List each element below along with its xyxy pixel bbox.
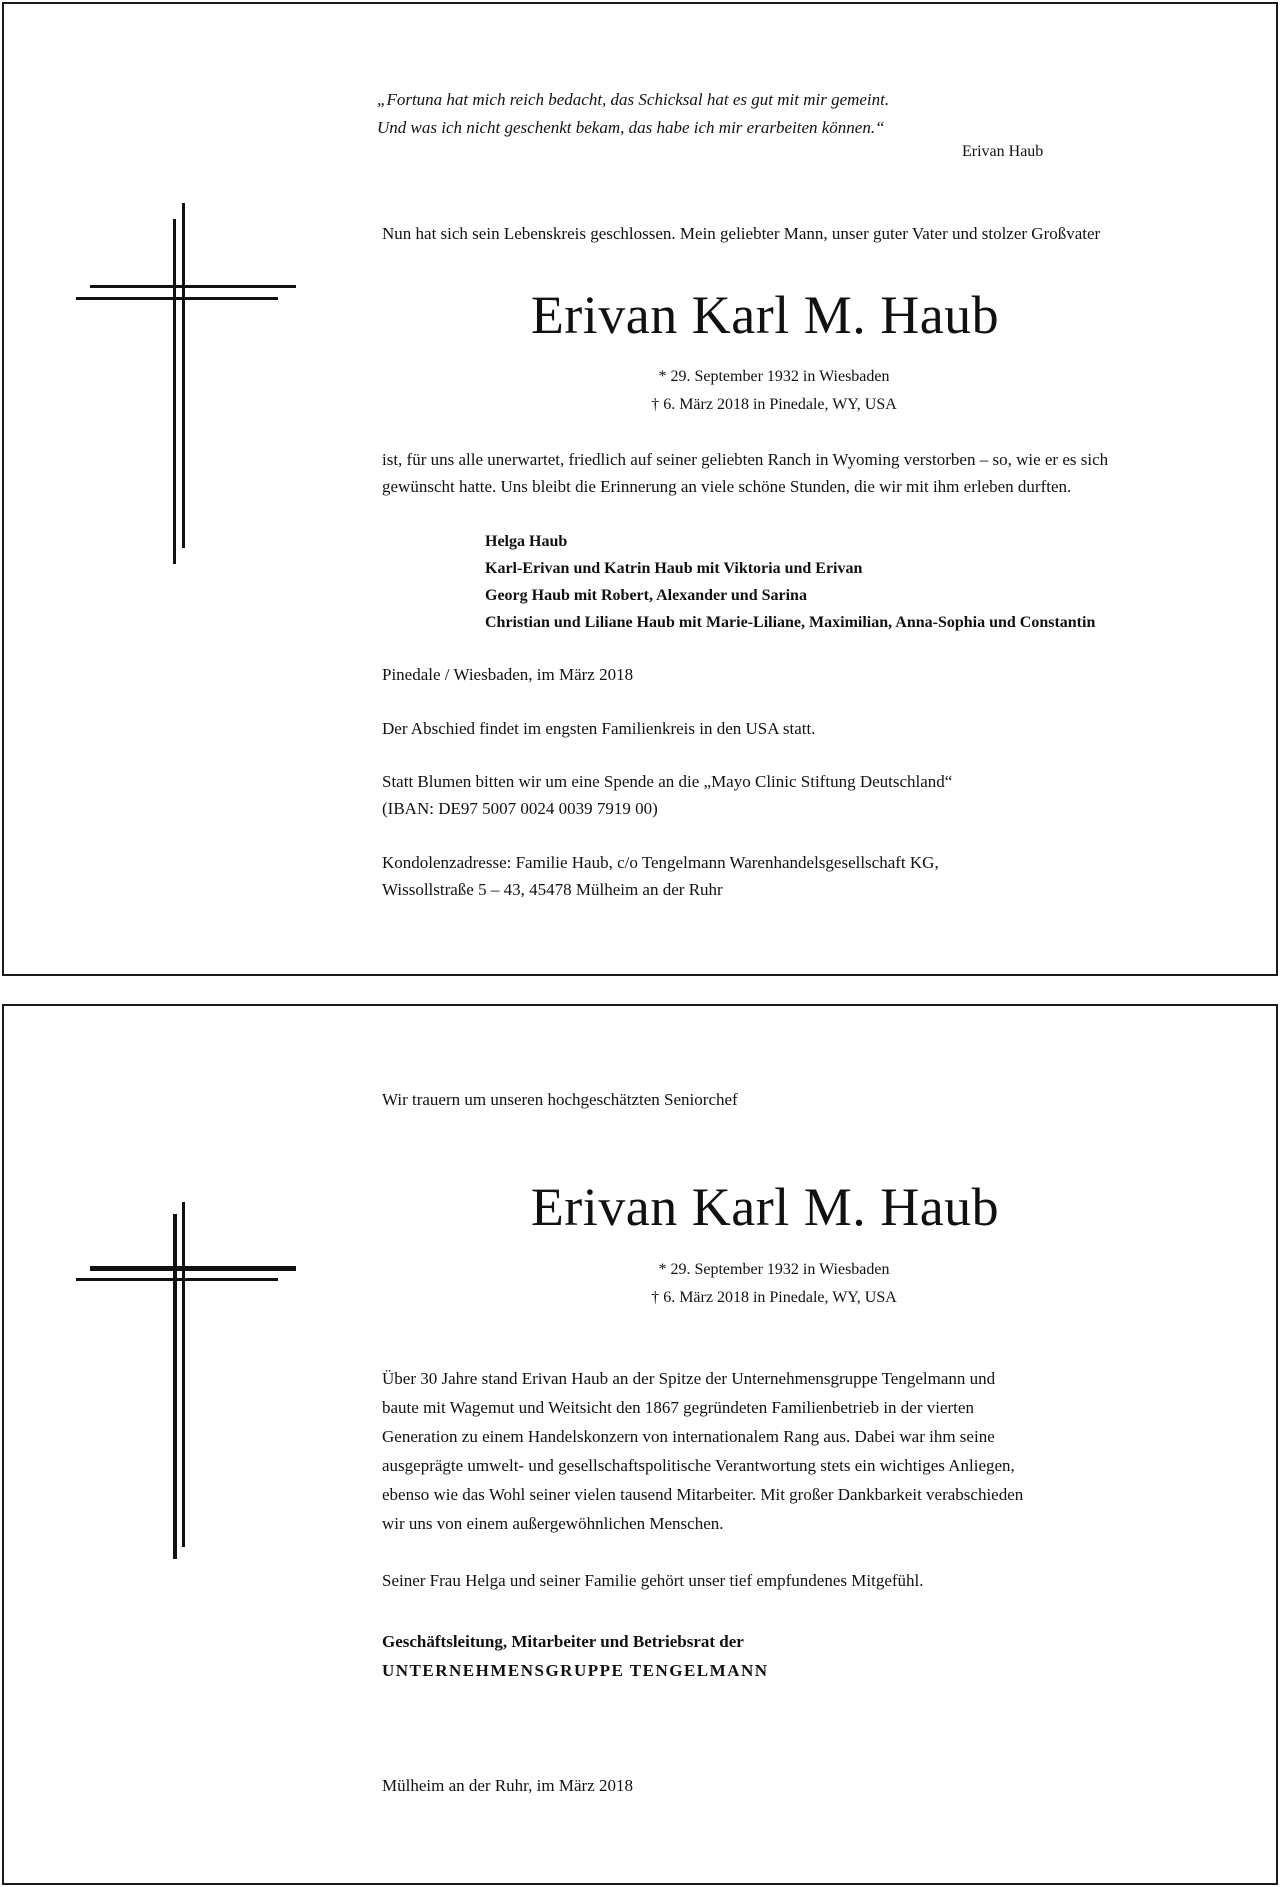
- sympathy-text: Seiner Frau Helga und seiner Familie gehört unser tief empfundenes Mitgefühl.: [382, 1571, 924, 1590]
- body-line: baute mit Wagemut und Weitsicht den 1867 gegründeten Familienbetrieb in der vierten: [382, 1398, 974, 1417]
- body-line: ist, für uns alle unerwartet, friedlich auf seiner geliebten Ranch in Wyoming verstorben – so, wie er es sich: [382, 450, 1109, 469]
- quote-line: „Fortuna hat mich reich bedacht, das Schicksal hat es gut mit mir gemeint.: [377, 90, 890, 109]
- donation-line: (IBAN: DE97 5007 0024 0039 7919 00): [382, 799, 658, 818]
- deceased-name: Erivan Karl M. Haub: [530, 1177, 1000, 1237]
- quote: [377, 86, 889, 142]
- body-line: gewünscht hatte. Uns bleibt die Erinnerung an viele schöne Stunden, die wir mit ihm erleben durften.: [382, 477, 1072, 496]
- obituary-notice-company: [2, 1004, 1278, 1885]
- life-dates: [4, 363, 1276, 419]
- family-member: Christian und Liliane Haub mit Marie-Liliane, Maximilian, Anna-Sophia und Constantin: [485, 614, 1096, 631]
- body-line: Über 30 Jahre stand Erivan Haub an der Spitze der Unternehmensgruppe Tengelmann und: [382, 1369, 996, 1388]
- donation-text: [382, 768, 952, 822]
- signature-line: Geschäftsleitung, Mitarbeiter und Betriebsrat der: [382, 1632, 744, 1651]
- body-line: ausgeprägte umwelt- und gesellschaftspolitische Verantwortung stets ein wichtiges Anliegen,: [382, 1456, 1015, 1475]
- farewell-text: Der Abschied findet im engsten Familienkreis in den USA statt.: [382, 719, 816, 738]
- life-dates: [4, 1256, 1276, 1312]
- body-line: ebenso wie das Wohl seiner vielen tausend Mitarbeiter. Mit großer Dankbarkeit verabschieden: [382, 1485, 1024, 1504]
- family-member: Georg Haub mit Robert, Alexander und Sarina: [485, 587, 807, 604]
- family-member: Karl-Erivan und Katrin Haub mit Viktoria und Erivan: [485, 560, 863, 577]
- place-date: Pinedale / Wiesbaden, im März 2018: [382, 665, 634, 684]
- body-line: wir uns von einem außergewöhnlichen Menschen.: [382, 1514, 724, 1533]
- death-date: † 6. März 2018 in Pinedale, WY, USA: [651, 1289, 897, 1306]
- birth-date: * 29. September 1932 in Wiesbaden: [658, 368, 890, 385]
- company-name: UNTERNEHMENSGRUPPE TENGELMANN: [382, 1661, 769, 1680]
- family-list: [485, 528, 1095, 636]
- quote-author: Erivan Haub: [962, 143, 1044, 160]
- obituary-notice-family: [2, 2, 1278, 976]
- intro-text: Nun hat sich sein Lebenskreis geschlossen. Mein geliebter Mann, unser guter Vater und stolzer Großvater: [382, 224, 1101, 243]
- condolence-line: Kondolenzadresse: Familie Haub, c/o Tengelmann Warenhandelsgesellschaft KG,: [382, 853, 939, 872]
- intro-text: Wir trauern um unseren hochgeschätzten Seniorchef: [382, 1090, 738, 1109]
- body-text: [382, 1364, 1023, 1538]
- place-date: Mülheim an der Ruhr, im März 2018: [382, 1776, 633, 1795]
- birth-date: * 29. September 1932 in Wiesbaden: [658, 1261, 890, 1278]
- deceased-name: Erivan Karl M. Haub: [530, 285, 1000, 345]
- quote-line: Und was ich nicht geschenkt bekam, das habe ich mir erarbeiten können.“: [377, 118, 885, 137]
- donation-line: Statt Blumen bitten wir um eine Spende an die „Mayo Clinic Stiftung Deutschland“: [382, 772, 953, 791]
- signature: [382, 1627, 769, 1685]
- condolence-line: Wissollstraße 5 – 43, 45478 Mülheim an der Ruhr: [382, 880, 723, 899]
- family-member: Helga Haub: [485, 533, 568, 550]
- death-date: † 6. März 2018 in Pinedale, WY, USA: [651, 396, 897, 413]
- condolence-address: [382, 849, 939, 903]
- body-text: [382, 446, 1108, 500]
- body-line: Generation zu einem Handelskonzern von internationalem Rang aus. Dabei war ihm seine: [382, 1427, 995, 1446]
